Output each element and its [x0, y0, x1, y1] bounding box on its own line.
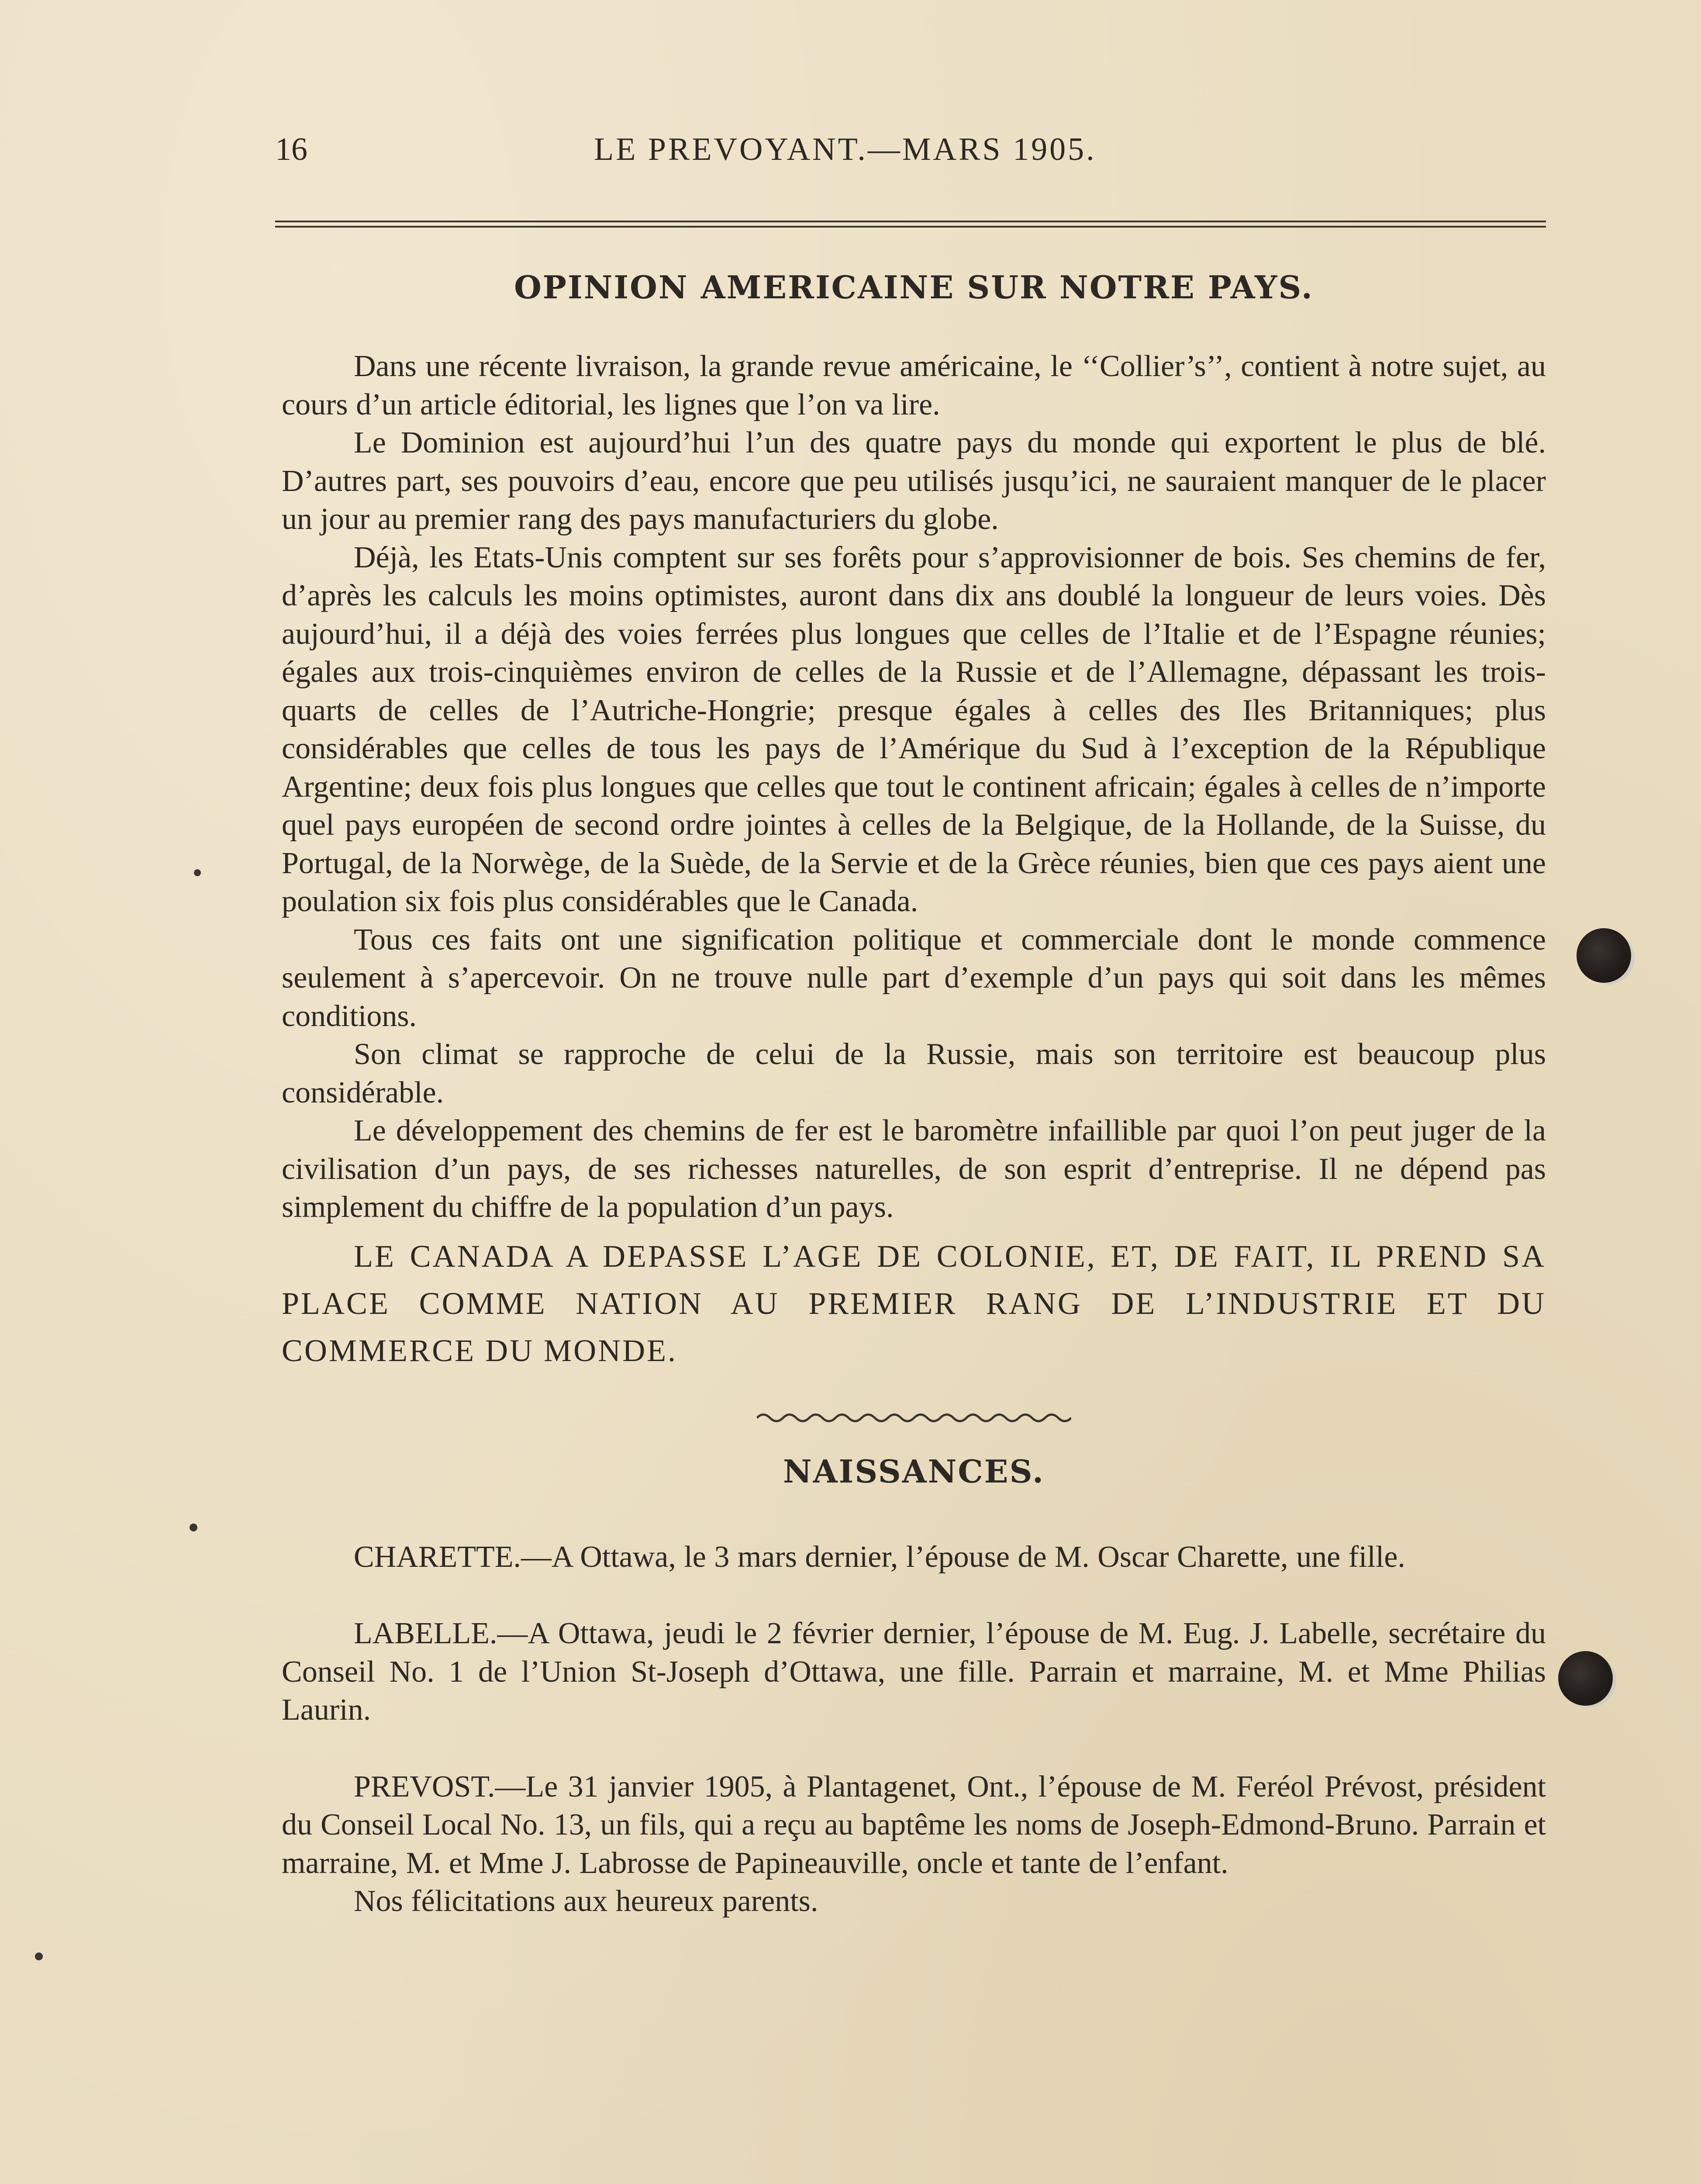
- article-paragraph: Tous ces faits ont une signification politique et commerciale dont le monde commence seulement à s’apercevoir. On ne trouve nulle part d’exemple d’un pays qui soit dans les mêmes conditions.: [282, 923, 1546, 1033]
- births-closing: Nos félicitations aux heureux parents.: [354, 1884, 818, 1918]
- birth-entry: LABELLE.—A Ottawa, jeudi le 2 février dernier, l’épouse de M. Eug. J. Labelle, secrétaire du Conseil No. 1 de l’Union St-Joseph d’Ottawa, une fille. Parrain et marraine, M. et Mme Philias Laurin.: [282, 1617, 1546, 1727]
- birth-entry: PREVOST.—Le 31 janvier 1905, à Plantagenet, Ont., l’épouse de M. Feréol Prévost, président du Conseil Local No. 13, un fils, qui a reçu au baptême les noms de Joseph-Edmond-Bruno. Parrain et marraine, M. et Mme J. Labrosse de Papineauville, oncle et tante de l’enfant.: [282, 1769, 1546, 1880]
- article-paragraph: Dans une récente livraison, la grande revue américaine, le ‘‘Collier’s’’, contient à notre sujet, au cours d’un article éditorial, les lignes que l’on va lire.: [282, 349, 1546, 422]
- binding-hole-bottom: [1558, 1651, 1613, 1706]
- binding-hole-top: [1577, 928, 1631, 983]
- running-title: LE PREVOYANT.—MARS 1905.: [594, 131, 1097, 167]
- article-title: OPINION AMERICAINE SUR NOTRE PAYS.: [514, 269, 1314, 306]
- paper-speck: [194, 869, 201, 876]
- paper-speck: [35, 1952, 43, 1960]
- page-content: [282, 269, 1546, 1921]
- article-paragraph: Le Dominion est aujourd’hui l’un des quatre pays du monde qui exportent le plus de blé. D’autres part, ses pouvoirs d’eau, encore que peu utilisés jusqu’ici, ne sauraient manquer de le placer un jour au premier rang des pays manufacturiers du globe.: [282, 426, 1546, 536]
- article-conclusion: LE CANADA A DEPASSE L’AGE DE COLONIE, ET, DE FAIT, IL PREND SA PLACE COMME NATION AU PREMIER RANG DE L’INDUSTRIE ET DU COMMERCE DU MONDE.: [282, 1238, 1546, 1368]
- article-paragraph: Déjà, les Etats-Unis comptent sur ses forêts pour s’approvisionner de bois. Ses chemins de fer, d’après les calculs les moins optimistes, auront dans dix ans doublé la longueur de leurs voies. Dès aujourd’hui, il a déjà des voies ferrées plus longues que celles de l’Italie et de l’Espagne réunies; égales aux trois-cinquièmes environ de celles de la Russie et de l’Allemagne, dépassant les trois-quarts de celles de l’Autriche-Hongrie; presque égales à celles des Iles Britanniques; plus considérables que celles de tous les pays de l’Amérique du Sud à l’exception de la République Argentine; deux fois plus longues que celles que tout le continent africain; égales à celles de n’importe quel pays européen de second ordre jointes à celles de la Belgique, de la Hollande, de la Suisse, du Portugal, de la Norwège, de la Suède, de la Servie et de la Grèce réunies, bien que ces pays aient une poulation six fois plus considérables que le Canada.: [282, 540, 1546, 918]
- wavy-divider: [757, 1409, 1071, 1427]
- page-header: [275, 131, 1546, 183]
- header-double-rule: [275, 221, 1546, 228]
- birth-entry: CHARETTE.—A Ottawa, le 3 mars dernier, l’épouse de M. Oscar Charette, une fille.: [354, 1540, 1405, 1574]
- article-paragraph: Son climat se rapproche de celui de la Russie, mais son territoire est beaucoup plus considérable.: [282, 1037, 1546, 1109]
- paper-speck: [190, 1524, 197, 1531]
- page-number: 16: [275, 131, 307, 167]
- article-paragraph: Le développement des chemins de fer est le baromètre infaillible par quoi l’on peut juger de la civilisation d’un pays, de ses richesses naturelles, de son esprit d’entreprise. Il ne dépend pas simplement du chiffre de la population d’un pays.: [282, 1114, 1546, 1224]
- births-title: NAISSANCES.: [783, 1452, 1045, 1490]
